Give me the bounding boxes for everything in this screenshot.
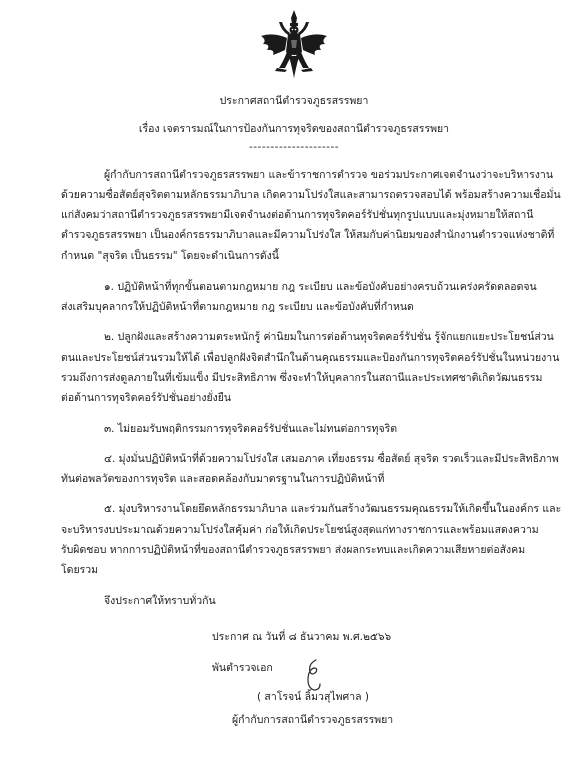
item-5-line: จะบริหารงบประมาณด้วยความโปร่งใสคุ้มค่า ก่อให้เกิดประโยชน์สูงสุดแก่ทางราชการและพร้อมแสดงความ [61,524,539,536]
announcement-subject: เรื่อง เจตรารมณ์ในการป้องกันการทุจริตของสถานีตำรวจภูธรสรรพยา [138,123,450,135]
item-5-line: ๕. มุ่งบริหารงานโดยยึดหลักธรรมาภิบาล และร่วมกันสร้างวัฒนธรรมคุณธรรมให้เกิดขึ้นในองค์กร และ [104,503,562,515]
item-2-line: ๒. ปลูกฝังและสร้างความตระหนักรู้ ค่านิยมในการต่อต้านทุจริตคอร์รัปชั่น รู้จักแยกแยะประโยชน์ส่วน [104,331,554,343]
item-2-line: ต่อต้านการทุจริตคอร์รัปชั่นอย่างยั่งยืน [61,392,232,404]
header-separator: --------------------- [248,141,340,153]
item-4-line: ทันต่อพลวัตของการทุจริต และสอดคล้องกับมาตรฐานในการปฏิบัติหน้าที่ [61,473,385,485]
signature-rank: พันตำรวจเอก [212,662,273,674]
signatory-name: ( สาโรจน์ ลิ้มวสุไพศาล ) [257,691,369,703]
intro-line: ผู้กำกับการสถานีตำรวจภูธรสรรพยา และข้าราชการตำรวจ ขอร่วมประกาศเจตจำนงว่าจะบริหารงาน [104,169,554,181]
signature-date: ประกาศ ณ วันที่ ๘ ธันวาคม พ.ศ.๒๕๖๖ [212,631,392,643]
item-5-line: โดยรวม [61,564,99,576]
closing-statement: จึงประกาศให้ทราบทั่วกัน [104,595,216,607]
item-5-line: รับผิดชอบ หากการปฏิบัติหน้าที่ของสถานีตำรวจภูธรสรรพยา ส่งผลกระทบและเกิดความเสียหายต่อสังคม [61,544,526,556]
item-2-line: รวมถึงการส่งดูลภายในที่เข้มแข็ง มีประสิทธิภาพ ซึ่งจะทำให้บุคลากรในสถานีและประเทศชาติเกิดวัฒนธรรม [61,372,543,384]
intro-line: กำหนด "สุจริต เป็นธรรม" โดยจะดำเนินการดังนี้ [61,250,279,262]
item-1-line: ส่งเสริมบุคลากรให้ปฏิบัติหน้าที่ตามกฎหมาย กฎ ระเบียบ และข้อบังคับที่กำหนด [61,301,414,313]
item-2-line: ตนและประโยชน์ส่วนรวมให้ได้ เพื่อปลูกฝังจิตสำนึกในด้านคุณธรรมและป้องกันการทุจริตคอร์รัปชั่นในหน่วยงาน [61,352,560,364]
item-4-line: ๔. มุ่งมั่นปฏิบัติหน้าที่ด้วยความโปร่งใส เสมอภาค เที่ยงธรรม ซื่อสัตย์ สุจริต รวดเร็วและมีประสิทธิภาพ [104,453,559,465]
announcement-title: ประกาศสถานีตำรวจภูธรสรรพยา [219,95,369,107]
garuda-emblem-icon [259,8,329,80]
intro-line: แก่สังคมว่าสถานีตำรวจภูธรสรรพยามีเจตจำนงต่อต้านการทุจริตคอร์รัปชั่นทุกรูปแบบและมุ่งหมายให้สถานี [61,209,534,221]
signatory-position: ผู้กำกับการสถานีตำรวจภูธรสรรพยา [232,714,394,726]
item-1-line: ๑. ปฏิบัติหน้าที่ทุกขั้นตอนตามกฎหมาย กฎ ระเบียบ และข้อบังคับอย่างครบถ้วนเคร่งครัดตลอดจน [104,281,537,293]
intro-line: ตำรวจภูธรสรรพยา เป็นองค์กรธรรมาภิบาลและมีความโปร่งใส ให้สมกับค่านิยมของสำนักงานตำรวจแห่งชาติที่ [61,229,555,241]
intro-line: ด้วยความซื่อสัตย์สุจริตตามหลักธรรมาภิบาล เกิดความโปร่งใสและสามารถตรวจสอบได้ พร้อมสร้างความเชื่อมั่น [61,189,561,201]
item-3-line: ๓. ไม่ยอมรับพฤติกรรมการทุจริตคอร์รัปชั่นและไม่ทนต่อการทุจริต [104,423,398,435]
